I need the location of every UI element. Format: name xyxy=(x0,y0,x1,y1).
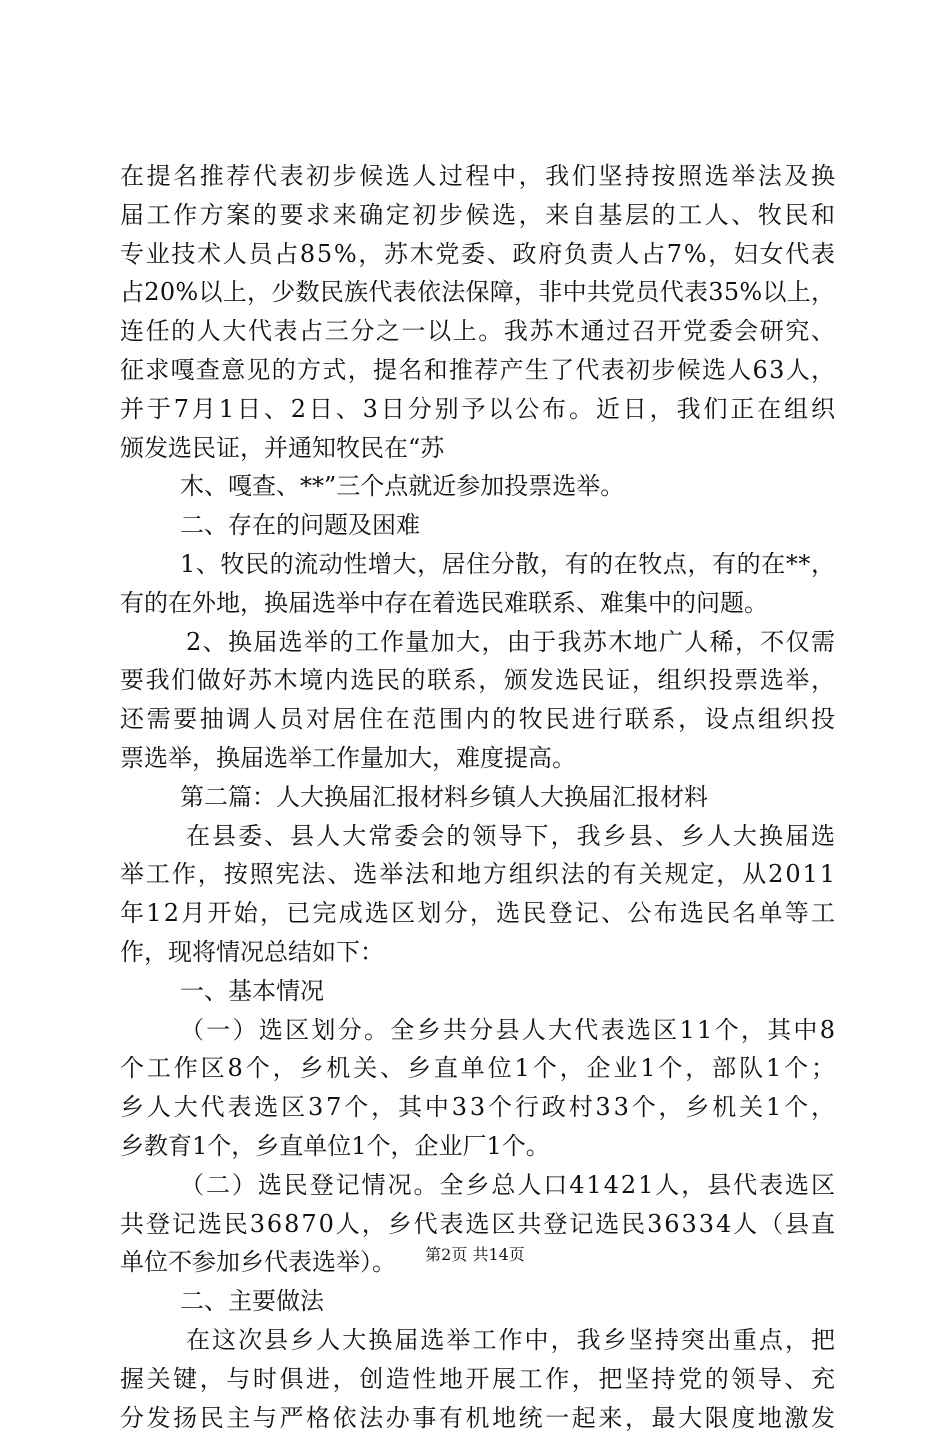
text-line: 握关键，与时俱进，创造性地开展工作，把坚持党的领导、充 xyxy=(120,1360,835,1399)
text-line: 征求嘎查意见的方式，提名和推荐产生了代表初步候选人63人， xyxy=(120,351,835,390)
text-line: （二）选民登记情况。全乡总人口41421人，县代表选区 xyxy=(120,1166,835,1205)
text-line: 一、基本情况 xyxy=(120,972,835,1011)
text-line: 有的在外地，换届选举中存在着选民难联系、难集中的问题。 xyxy=(120,584,835,623)
text-line: 木、嘎查、**”三个点就近参加投票选举。 xyxy=(120,467,835,506)
text-line: 在这次县乡人大换届选举工作中，我乡坚持突出重点，把 xyxy=(120,1321,835,1360)
text-line: 乡人大代表选区37个，其中33个行政村33个，乡机关1个， xyxy=(120,1088,835,1127)
text-line: 年12月开始，已完成选区划分，选民登记、公布选民名单等工 xyxy=(120,894,835,933)
text-line: 二、主要做法 xyxy=(120,1282,835,1321)
text-line: 届工作方案的要求来确定初步候选，来自基层的工人、牧民和 xyxy=(120,196,835,235)
text-line: 共登记选民36870人，乡代表选区共登记选民36334人（县直 xyxy=(120,1205,835,1244)
text-line: 2、换届选举的工作量加大，由于我苏木地广人稀，不仅需 xyxy=(120,623,835,662)
text-line: 并于7月1日、2日、3日分别予以公布。近日，我们正在组织 xyxy=(120,390,835,429)
text-line: 分发扬民主与严格依法办事有机地统一起来，最大限度地激发 xyxy=(120,1399,835,1437)
text-line: 乡教育1个，乡直单位1个，企业厂1个。 xyxy=(120,1127,835,1166)
text-line: 颁发选民证，并通知牧民在“苏 xyxy=(120,429,835,468)
text-line: 在提名推荐代表初步候选人过程中，我们坚持按照选举法及换 xyxy=(120,157,835,196)
text-line: 连任的人大代表占三分之一以上。我苏木通过召开党委会研究、 xyxy=(120,312,835,351)
text-line: 在县委、县人大常委会的领导下，我乡县、乡人大换届选 xyxy=(120,817,835,856)
text-line: 单位不参加乡代表选举）。 xyxy=(120,1243,835,1282)
text-line: 要我们做好苏木境内选民的联系，颁发选民证，组织投票选举， xyxy=(120,661,835,700)
text-line: 个工作区8个，乡机关、乡直单位1个，企业1个，部队1个； xyxy=(120,1049,835,1088)
text-line: 二、存在的问题及困难 xyxy=(120,506,835,545)
text-line: 还需要抽调人员对居住在范围内的牧民进行联系，设点组织投 xyxy=(120,700,835,739)
text-line: （一）选区划分。全乡共分县人大代表选区11个，其中8 xyxy=(120,1011,835,1050)
text-line: 1、牧民的流动性增大，居住分散，有的在牧点，有的在**， xyxy=(120,545,835,584)
page-footer: 第2页 共14页 xyxy=(0,1242,950,1265)
text-line: 专业技术人员占85%，苏木党委、政府负责人占7%，妇女代表 xyxy=(120,235,835,274)
text-line: 票选举，换届选举工作量加大，难度提高。 xyxy=(120,739,835,778)
text-line: 占20%以上，少数民族代表依法保障，非中共党员代表35%以上， xyxy=(120,273,835,312)
text-line: 作，现将情况总结如下： xyxy=(120,933,835,972)
text-line: 第二篇：人大换届汇报材料乡镇人大换届汇报材料 xyxy=(120,778,835,817)
text-line: 举工作，按照宪法、选举法和地方组织法的有关规定，从2011 xyxy=(120,855,835,894)
